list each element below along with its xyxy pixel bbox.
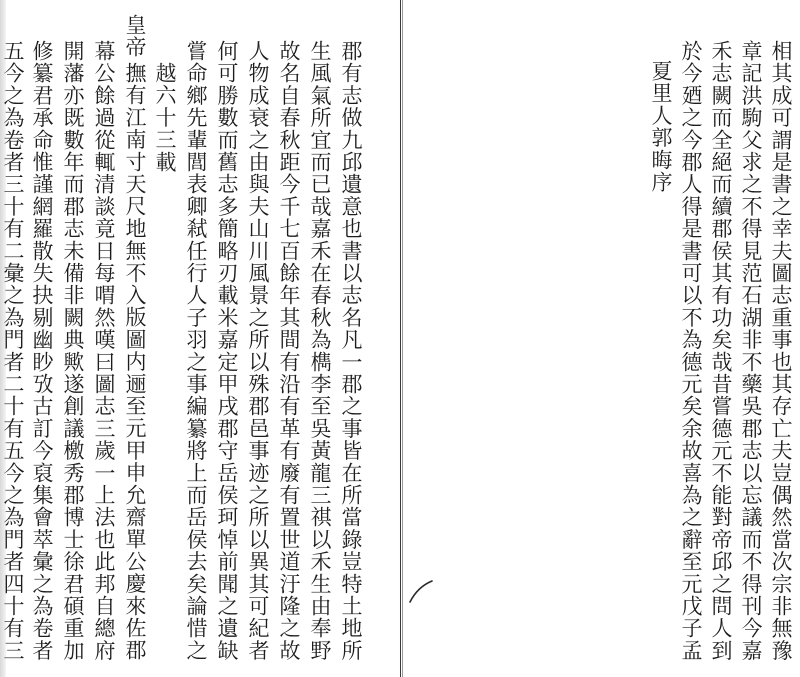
text-column: 撫有江南寸天尺地無不入版圖内逦至元甲申允齋單公慶來佐郡 <box>123 62 147 662</box>
text-column: 相其成可謂是書之幸夫圖志重事也其存亡夫豈偶然當次宗非無豫 <box>769 40 793 662</box>
text-column: 修纂君承命惟謹網羅散失抉剔幽眇攷古訂今裒集會萃彙之為卷者 <box>30 40 54 662</box>
text-column: 人物成衰之由與夫山川風景之所以殊郡邑事迹之所以異其可紀者 <box>246 40 270 662</box>
text-column: 生風氣所宜而已哉嘉禾在春秋為檇李至吳黃龍三祺以禾生由奉野 <box>308 40 332 662</box>
gutter-line <box>402 0 403 677</box>
ink-stroke-mark <box>408 578 434 604</box>
text-column: 夏里人郭晦序 <box>649 60 673 194</box>
text-column: 郡有志做九邱遺意也書以志名凡一郡之事皆在所當錄豈特土地所 <box>339 40 363 662</box>
text-column: 越六十三載 <box>153 62 177 173</box>
text-column: 五今之為卷者三十有二彙之為門者二十有五今之為門者四十有三 <box>1 40 25 662</box>
text-column: 嘗命鄉先輩閭表卿弒任行人子羽之事編纂將上而岳侯去矣論惜之 <box>184 40 208 662</box>
text-column: 於今廼之今郡人得是書可以不為德元矣余故喜為之辭至元戊子孟 <box>679 40 703 662</box>
text-column: 禾志闕而全絕而續郡侯其有功矣哉昔嘗德元不能對帝邱之問人到 <box>709 40 733 662</box>
right-page <box>404 0 800 677</box>
text-column: 何可勝數而舊志多簡略刃載米嘉定甲戌郡守岳侯珂悼前聞之遺缺 <box>215 40 239 662</box>
text-column: 故名自春秋距今千七百餘年其間有沿有革有廢有置世道汙隆之故 <box>277 40 301 662</box>
text-column: 章記洪駒父求之不得見范石湖非不藥吳郡志以忘議而不得刊今嘉 <box>739 40 763 662</box>
text-column: 幕公餘過從輒清談竟日每喟然嘆曰圖志三歲一上法也此邦自總府 <box>92 40 116 662</box>
text-column: 皇帝 <box>123 14 147 59</box>
text-column: 開藩亦既數年而郡志未備非闕典歟遂創議檄秀郡博士徐君碩重加 <box>61 40 85 662</box>
gutter-line <box>400 0 401 677</box>
left-page <box>1 0 399 677</box>
